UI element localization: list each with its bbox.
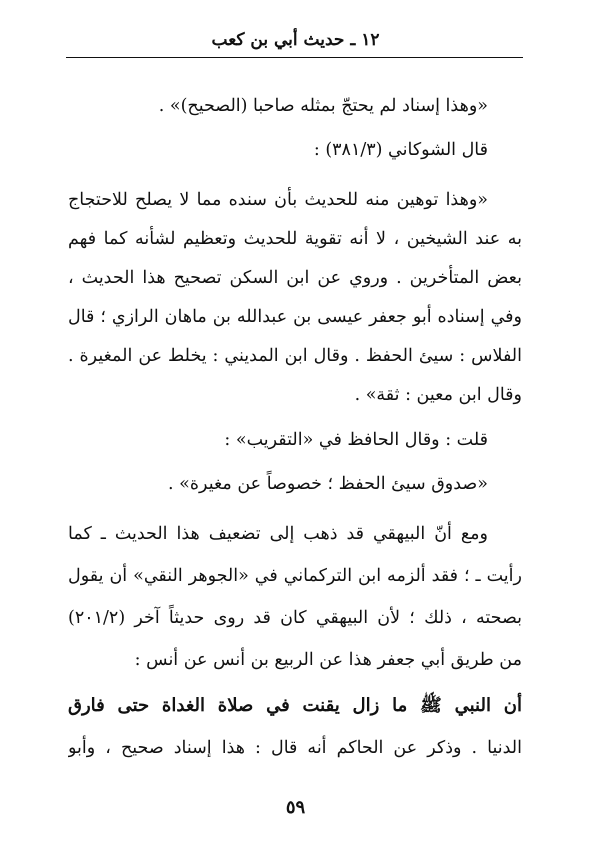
- text-line-13: بصحته ، ذلك ؛ لأن البيهقي كان قد روى حديثاً آخر (٢٠١/٢): [68, 608, 522, 628]
- text-line-4: به عند الشيخين ، لا أنه تقوية للحديث وتعظيم لشأنه كما فهم: [68, 229, 522, 249]
- text-line-15: أن النبي ﷺ ما زال يقنت في صلاة الغداة حتى فارق: [68, 695, 522, 716]
- text-line-9: قلت : وقال الحافظ في «التقريب» :: [224, 430, 488, 450]
- text-line-11: ومع أنّ البيهقي قد ذهب إلى تضعيف هذا الحديث ـ كما: [68, 524, 488, 544]
- text-line-7: الفلاس : سيئ الحفظ . وقال ابن المديني : يخلط عن المغيرة .: [68, 346, 522, 366]
- text-line-3: «وهذا توهين منه للحديث بأن سنده مما لا يصلح للاحتجاج: [68, 190, 488, 210]
- text-line-8: وقال ابن معين : ثقة» .: [354, 385, 522, 405]
- header-rule: [66, 57, 523, 58]
- text-line-10: «صدوق سيئ الحفظ ؛ خصوصاً عن مغيرة» .: [168, 474, 488, 494]
- text-line-1: «وهذا إسناد لم يحتجّ بمثله صاحبا (الصحيح)» .: [158, 96, 488, 116]
- text-line-14: من طريق أبي جعفر هذا عن الربيع بن أنس عن أنس :: [134, 650, 522, 670]
- text-line-12: رأيت ـ ؛ فقد ألزمه ابن التركماني في «الجوهر النقي» أن يقول: [68, 566, 522, 586]
- running-title: ١٢ ـ حديث أبي بن كعب: [211, 30, 380, 50]
- text-line-5: بعض المتأخرين . وروي عن ابن السكن تصحيح هذا الحديث ،: [68, 268, 522, 288]
- text-line-6: وفي إسناده أبو جعفر عيسى بن عبدالله بن ماهان الرازي ؛ قال: [68, 307, 522, 327]
- text-line-2: قال الشوكاني (٣٨١/٣) :: [313, 140, 488, 160]
- text-line-16: الدنيا . وذكر عن الحاكم أنه قال : هذا إسناد صحيح ، وأبو: [68, 738, 522, 758]
- page-number: ٥٩: [285, 797, 306, 818]
